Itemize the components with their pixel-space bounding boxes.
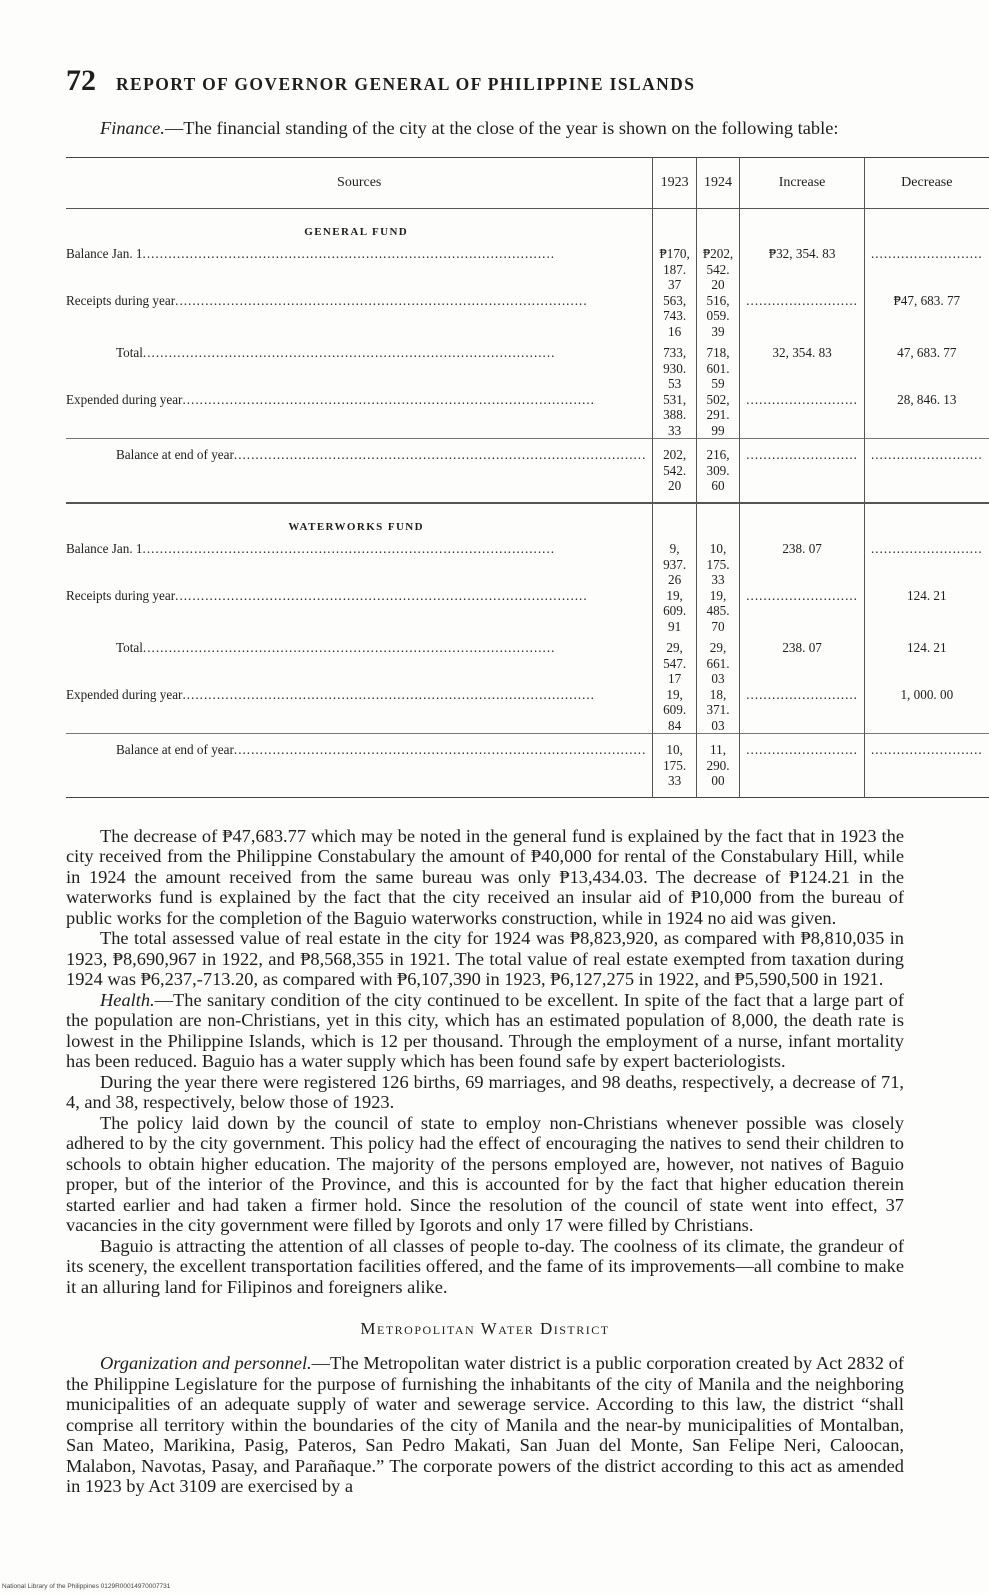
- organization-text: —The Metropolitan water district is a public corporation created by Act 2832 of the Philippine Legislature for the purpose of furnishing the inhabitants of the city of Manila and the neighboring municipalities of an adequate supply of water and sewerage service. According to this law, the district “shall comprise all territory within the boundaries of the city of Manila and the near-by municipalities of Montalban, San Mateo, Marikina, Pasig, Pateros, San Pedro Makati, San Juan del Monte, San Felipe Neri, Caloocan, Malabon, Navotas, Pasay, and Parañaque.” The corporate powers of the district according to this act as amended in 1923 by Act 3109 are exercised by a: [66, 1353, 904, 1496]
- cell-1924: 718, 601. 59: [696, 339, 739, 392]
- page-number: 72: [66, 64, 96, 97]
- cell-1923: ₱170, 187. 37: [653, 246, 696, 293]
- table-row: Total ................................................................................................ 733, 930. 53 718, 601. 59 32, 354. 83 47, 683. 77: [66, 339, 989, 392]
- cell-increase: ₱32, 354. 83: [740, 246, 865, 293]
- cell-1923: 9, 937. 26: [653, 541, 696, 588]
- paragraph-organization: [66, 1353, 904, 1497]
- section-heading: Metropolitan Water District: [360, 1319, 610, 1338]
- paragraph-attraction: Baguio is attracting the attention of all classes of people to-day. The coolness of its climate, the grandeur of its scenery, the excellent transportation facilities offered, and the fame of its improvements—all combine to make it an alluring land for Filipinos and foreigners alike.: [66, 1235, 904, 1297]
- row-label: Balance Jan. 1: [66, 246, 143, 261]
- col-header-1924: 1924: [696, 157, 739, 208]
- paragraph-decrease: The decrease of ₱47,683.77 which may be noted in the general fund is explained by the fact that in 1923 the city received from the Philippine Constabulary the amount of ₱40,000 for rental of the Constabulary Hill, while in 1924 the amount received from the same bureau was only ₱13,434.03. The decrease of ₱124.21 in the waterworks fund is explained by the fact that the city received an insular aid of ₱10,000 from the bureau of public works for the completion of the Baguio waterworks construction, while in 1924 no aid was given.: [66, 825, 904, 928]
- cell-1924: 29, 661. 03: [696, 634, 739, 687]
- cell-1924: 19, 485. 70: [696, 588, 739, 635]
- section-title: WATERWORKS FUND: [288, 520, 424, 533]
- cell-1923: 19, 609. 84: [653, 687, 696, 734]
- page-header: [66, 64, 904, 104]
- cell-1923: 733, 930. 53: [653, 339, 696, 392]
- cell-increase: 238. 07: [740, 541, 865, 588]
- table-row: Balance Jan. 1 ................................................................................................ ₱170, 187. 37 ₱202, 542. 20 ₱32, 354. 83 ..........................: [66, 246, 989, 293]
- cell-decrease: 124. 21: [864, 634, 988, 687]
- col-header-1923: 1923: [653, 157, 696, 208]
- table-row-balance: Balance at end of year ................................................................................................ 10, 175. 33 11, 290. 00 .......................... ..........................: [66, 734, 989, 798]
- row-label: Total: [116, 640, 143, 655]
- cell-1924: ₱202, 542. 20: [696, 246, 739, 293]
- row-label: Balance Jan. 1: [66, 541, 143, 556]
- cell-1923: 531, 388. 33: [653, 392, 696, 439]
- section-row-waterworks-fund: [66, 503, 989, 542]
- paragraph-health: [66, 990, 904, 1072]
- cell-1924: 216, 309. 60: [696, 439, 739, 503]
- cell-1924: 10, 175. 33: [696, 541, 739, 588]
- organization-lead: Organization and personnel.: [100, 1353, 312, 1373]
- finance-intro-text: —The financial standing of the city at the close of the year is shown on the following table:: [164, 118, 839, 138]
- table-row: Total ................................................................................................ 29, 547. 17 29, 661. 03 238. 07 124. 21: [66, 634, 989, 687]
- cell-1924: 18, 371. 03: [696, 687, 739, 734]
- finance-intro: [66, 118, 904, 139]
- cell-1923: 29, 547. 17: [653, 634, 696, 687]
- cell-decrease: 28, 846. 13: [864, 392, 988, 439]
- cell-1924: 11, 290. 00: [696, 734, 739, 798]
- row-label: Balance at end of year: [116, 742, 234, 757]
- table-row: Receipts during year ................................................................................................ 19, 609. 91 19, 485. 70 .......................... 124. 21: [66, 588, 989, 635]
- row-label: Total: [116, 345, 143, 360]
- col-header-decrease: Decrease: [864, 157, 988, 208]
- table-row: Receipts during year ................................................................................................ 563, 743. 16 516, 059. 39 .......................... ₱47, 683. 77: [66, 293, 989, 340]
- section-title: GENERAL FUND: [304, 225, 409, 238]
- col-header-increase: Increase: [740, 157, 865, 208]
- running-title: REPORT OF GOVERNOR GENERAL OF PHILIPPINE ISLANDS: [116, 74, 696, 94]
- document-page: [66, 64, 983, 1497]
- cell-1923: 563, 743. 16: [653, 293, 696, 340]
- body-text: [66, 826, 904, 1497]
- row-label: Expended during year: [66, 686, 183, 702]
- row-label: Expended during year: [66, 391, 183, 407]
- cell-increase: 32, 354. 83: [740, 339, 865, 392]
- cell-1924: 502, 291. 99: [696, 392, 739, 439]
- row-label: Balance at end of year: [116, 447, 234, 462]
- table-row-balance: Balance at end of year ................................................................................................ 202, 542. 20 216, 309. 60 .......................... ..........................: [66, 439, 989, 503]
- cell-1923: 19, 609. 91: [653, 588, 696, 635]
- paragraph-policy: The policy laid down by the council of state to employ non-Christians whenever possible was closely adhered to by the city government. This policy had the effect of encouraging the natives to send their children to schools to obtain higher education. The majority of the persons employed are, however, not natives of Baguio proper, but of the interior of the Province, and this is accounted for by the fact that higher education therein started earlier and had taken a firmer hold. Since the resolution of the council of state went into effect, 37 vacancies in the city government were filled by Igorots and only 17 were filled by Christians.: [66, 1112, 904, 1235]
- row-label: Receipts during year: [66, 292, 176, 308]
- paragraph-vital-statistics: During the year there were registered 126 births, 69 marriages, and 98 deaths, respectively, a decrease of 71, 4, and 38, respectively, below those of 1923.: [66, 1071, 904, 1112]
- cell-decrease: 1, 000. 00: [864, 687, 988, 734]
- cell-1923: 10, 175. 33: [653, 734, 696, 798]
- cell-1924: 516, 059. 39: [696, 293, 739, 340]
- col-header-sources: Sources: [66, 157, 653, 208]
- finance-table: [66, 157, 989, 798]
- paragraph-assessed-value: The total assessed value of real estate in the city for 1924 was ₱8,823,920, as compared with ₱8,810,035 in 1923, ₱8,690,967 in 1922, and ₱8,568,355 in 1921. The total value of real estate exempted from taxation during 1924 was ₱6,237,-713.20, as compared with ₱6,107,390 in 1923, ₱6,127,275 in 1922, and ₱5,590,500 in 1921.: [66, 928, 904, 989]
- scan-footer: National Library of the Philippines 0129R00014970007731: [2, 1583, 171, 1590]
- table-row: Expended during year ................................................................................................ 531, 388. 33 502, 291. 99 .......................... 28, 846. 13: [66, 392, 989, 439]
- table-header-row: [66, 157, 989, 208]
- cell-decrease: 124. 21: [864, 588, 988, 635]
- row-label: Receipts during year: [66, 587, 176, 603]
- cell-increase: 238. 07: [740, 634, 865, 687]
- section-row-general-fund: [66, 208, 989, 246]
- cell-1923: 202, 542. 20: [653, 439, 696, 503]
- health-text: —The sanitary condition of the city continued to be excellent. In spite of the fact that a large part of the population are non-Christians, yet in this city, which has an estimated population of 8,000, the death rate is lowest in the Philippine Islands, which is 12 per thousand. Through the employment of a nurse, infant mortality has been reduced. Baguio has a water supply which has been found safe by expert bacteriologists.: [66, 989, 904, 1071]
- finance-lead: Finance.: [100, 118, 165, 138]
- table-row: Balance Jan. 1 ................................................................................................ 9, 937. 26 10, 175. 33 238. 07 ..........................: [66, 541, 989, 588]
- cell-decrease: 47, 683. 77: [864, 339, 988, 392]
- health-lead: Health.: [100, 989, 155, 1010]
- cell-decrease: ₱47, 683. 77: [864, 293, 988, 340]
- table-row: Expended during year ................................................................................................ 19, 609. 84 18, 371. 03 .......................... 1, 000. 00: [66, 687, 989, 734]
